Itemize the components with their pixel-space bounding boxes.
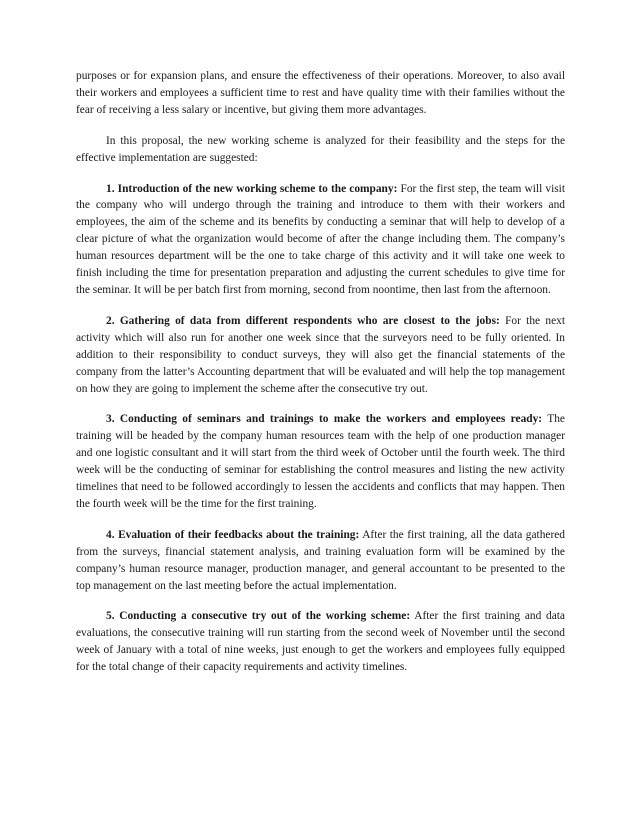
- step-heading: 1. Introduction of the new working scheme to the company:: [106, 182, 398, 195]
- paragraph-step-4: [76, 527, 565, 595]
- paragraph-step-2: [76, 313, 565, 398]
- document-page: [76, 68, 565, 690]
- paragraph-step-3: [76, 411, 565, 512]
- paragraph-text: For the first step, the team will visit the company who will undergo through the training and introduce to them with their workers and employees, the aim of the scheme and its benefits by conducting a seminar that will help to develop of a clear picture of what the organization would become of after the change including them. The company’s human resources department will be the one to take charge of this activity and it will take one week to finish including the time for presentation preparation and adjusting the current schedules to give time for the seminar. It will be per batch first from morning, second from noontime, then last from the afternoon.: [76, 182, 565, 296]
- paragraph-text: For the next activity which will also run for another one week since that the surveyors need to be fully oriented. In addition to their responsibility to conduct surveys, they will also get the financial statements of the company from the latter’s Accounting department that will be evaluated and will help the top management on how they are going to implement the scheme after the consecutive try out.: [76, 314, 565, 395]
- step-heading: 4. Evaluation of their feedbacks about the training:: [106, 528, 360, 541]
- paragraph-step-5: [76, 608, 565, 676]
- paragraph-text: After the first training, all the data gathered from the surveys, financial statement analysis, and training evaluation form will be examined by the company’s human resource manager, production manager, and general accountant to be presented to the top management on the last meeting before the actual implementation.: [76, 528, 565, 592]
- paragraph-text: In this proposal, the new working scheme is analyzed for their feasibility and the steps for the effective implementation are suggested:: [76, 134, 565, 164]
- paragraph-text: purposes or for expansion plans, and ensure the effectiveness of their operations. Moreover, to also avail their workers and employees a sufficient time to rest and have quality time with their families without the fear of receiving a less salary or incentive, but giving them more advantages.: [76, 70, 565, 116]
- paragraph-text: The training will be headed by the company human resources team with the help of one production manager and one logistic consultant and it will start from the third week of October until the fourth week. The third week will be the conducting of seminar for establishing the control measures and listing the new activity timelines that need to be followed accordingly to lessen the accidents and conflicts that may happen. Then the fourth week will be the time for the first training.: [76, 413, 565, 510]
- paragraph-intro-continuation: [76, 68, 565, 119]
- paragraph-text: After the first training and data evaluations, the consecutive training will run starting from the second week of November until the second week of January with a total of nine weeks, just enough to get the workers and employees fully equipped for the total change of their capacity requirements and activity timelines.: [76, 610, 565, 674]
- step-heading: 5. Conducting a consecutive try out of the working scheme:: [106, 610, 411, 623]
- paragraph-proposal-summary: [76, 133, 565, 167]
- step-heading: 3. Conducting of seminars and trainings to make the workers and employees ready:: [106, 413, 543, 426]
- paragraph-step-1: [76, 181, 565, 299]
- step-heading: 2. Gathering of data from different respondents who are closest to the jobs:: [106, 314, 500, 327]
